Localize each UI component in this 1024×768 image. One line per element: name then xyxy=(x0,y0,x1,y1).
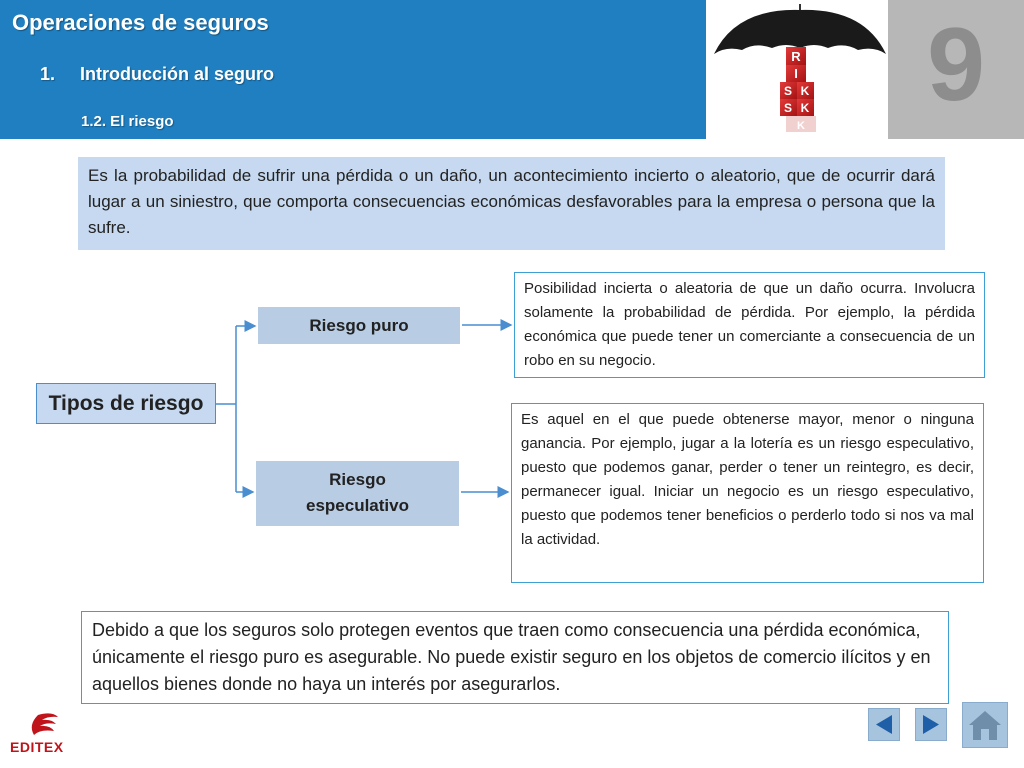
cube-letter: K xyxy=(800,84,810,98)
section-title: Introducción al seguro xyxy=(80,64,275,84)
home-icon xyxy=(963,703,1007,747)
editex-logo-text: EDITEX xyxy=(10,739,64,755)
page-title: Operaciones de seguros xyxy=(12,10,269,35)
pure-risk-description: Posibilidad incierta o aleatoria de que un daño ocurra. Involucra solamente la probabilidad de pérdida. Por ejemplo, la pérdida económica que puede tener un comerciante a consecuencia de un robo en su negocio. xyxy=(514,272,985,378)
cube-letter: S xyxy=(783,101,793,115)
risk-types-node: Tipos de riesgo xyxy=(36,383,216,424)
chapter-number: 9 xyxy=(927,7,985,123)
cube-letter: K xyxy=(800,101,810,115)
arrow-left-icon xyxy=(869,709,899,740)
next-button[interactable] xyxy=(915,708,947,741)
speculative-label-line2: especulativo xyxy=(306,496,409,515)
speculative-label-line1: Riesgo xyxy=(329,470,386,489)
definition-box: Es la probabilidad de sufrir una pérdida o un daño, un acontecimiento incierto o aleatorio, que de ocurrir dará lugar a un siniestro, que comporta consecuencias económicas desfavorables para la empresa o persona que la sufre. xyxy=(78,157,945,250)
arrow-right-icon xyxy=(916,709,946,740)
section-number: 1. xyxy=(40,64,56,84)
editex-logo-icon xyxy=(10,711,78,741)
cube-letter: R xyxy=(791,49,801,64)
subsection-heading: 1.2. El riesgo xyxy=(81,113,174,130)
cube-letter: K xyxy=(797,120,805,132)
cube-letter: I xyxy=(794,66,798,81)
speculative-risk-description: Es aquel en el que puede obtenerse mayor, menor o ninguna ganancia. Por ejemplo, jugar a la lotería es un riesgo especulativo, puesto que podemos ganar, perder o tener un reintegro, es decir, permanecer igual. Iniciar un negocio es un riesgo especulativo, puesto que podemos tener beneficios o perderlo todo si nos va mal la actividad. xyxy=(511,403,984,583)
conclusion-box: Debido a que los seguros solo protegen eventos que traen como consecuencia una pérdida económica, únicamente el riesgo puro es asegurable. No puede existir seguro en los objetos de comercio ilícitos y en aquellos bienes donde no haya un interés por asegurarlos. xyxy=(81,611,949,704)
home-button[interactable] xyxy=(962,702,1008,748)
previous-button[interactable] xyxy=(868,708,900,741)
speculative-risk-node xyxy=(256,461,459,526)
pure-risk-node: Riesgo puro xyxy=(258,307,460,344)
cube-letter: S xyxy=(783,84,793,98)
